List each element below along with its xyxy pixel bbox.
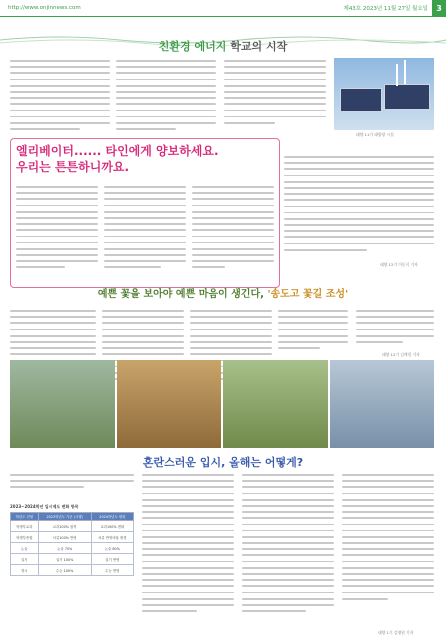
section2-col3 [192,186,274,273]
table-cell: 서류 반영비율 변경 [91,532,133,543]
section3-photo-caption: 태양 12기 김예림 기자 [382,352,420,357]
section1-col1 [10,60,110,134]
flower-photo-grid [10,360,434,448]
section1-title-sub: 학교의 시작 [230,40,288,53]
flower-photo-1 [10,360,115,448]
table-cell: 실기 반영 [91,554,133,565]
section2-col1 [16,186,98,273]
table-cell: 교과100% 변화 [91,521,133,532]
table-cell: 학생부교과 [11,521,39,532]
exam-table [10,512,134,576]
section1-title [0,38,446,54]
table-cell: 논술 80% [91,543,133,554]
solar-panel-photo [334,58,434,130]
section3-title [0,286,446,304]
table-cell: 논술 70% [38,543,91,554]
table-cell: 실기 [11,554,39,565]
section4-col3 [242,474,334,616]
page-number: 3 [432,0,446,16]
table-row [11,543,134,554]
table-cell: 논술 [11,543,39,554]
exam-table-header: 학년도 전형 [11,513,39,521]
table-row [11,565,134,576]
table-row [11,532,134,543]
section3-col4 [278,310,348,353]
section4-title: 혼란스러운 입시, 올해는 어떻게? [142,456,304,469]
section3-quote-2: '송도고 꽃길 조성' [267,289,349,300]
flower-photo-4 [330,360,435,448]
exam-table-caption: 2023~2024학년 입시제도 변화 항목 [10,504,79,509]
section1-photo-caption: 태양 11기 태양광 시설 [356,132,394,137]
header-issue: 제43호 2023년 11월 27일 월요일 [343,6,428,12]
section4-col4 [342,474,434,604]
section3-col5 [356,310,434,347]
table-cell: 교과100% 합격 [38,521,91,532]
exam-table-header: 2024학년도 변화 [91,513,133,521]
table-cell: 정시 [11,565,39,576]
section2-headline-2: 우리는 튼튼하니까요. [16,160,130,174]
exam-table-header: 2023학년도 기준 (시행) [38,513,91,521]
section2-col2 [104,186,186,273]
table-row [11,554,134,565]
table-row [11,521,134,532]
section2-photo-caption: 태양 12기 이동식 기자 [380,262,418,267]
table-cell: 학생부종합 [11,532,39,543]
section3-quote-1: 예쁜 꽃을 보아야 예쁜 마음이 생긴다, [97,289,264,300]
table-cell: 수능 100% [38,565,91,576]
flower-photo-3 [223,360,328,448]
header-url[interactable]: http://www.onjinnews.com [8,5,81,11]
page-header [0,0,446,17]
table-cell: 수능 반영 [91,565,133,576]
section1-col3 [224,60,326,128]
section4-col1 [10,474,134,493]
section1-title-main: 친환경 에너지 [158,40,227,53]
section2-headline-1: 엘리베이터...... 타인에게 양보하세요. [16,144,219,158]
section4-photo-caption: 태양 1기 김영원 기자 [378,630,414,635]
table-cell: 실기 100% [38,554,91,565]
table-cell: 서류100% 반영 [38,532,91,543]
section2-col4 [284,156,434,255]
flower-photo-2 [117,360,222,448]
section1-col2 [116,60,216,134]
section4-col2 [142,474,234,616]
